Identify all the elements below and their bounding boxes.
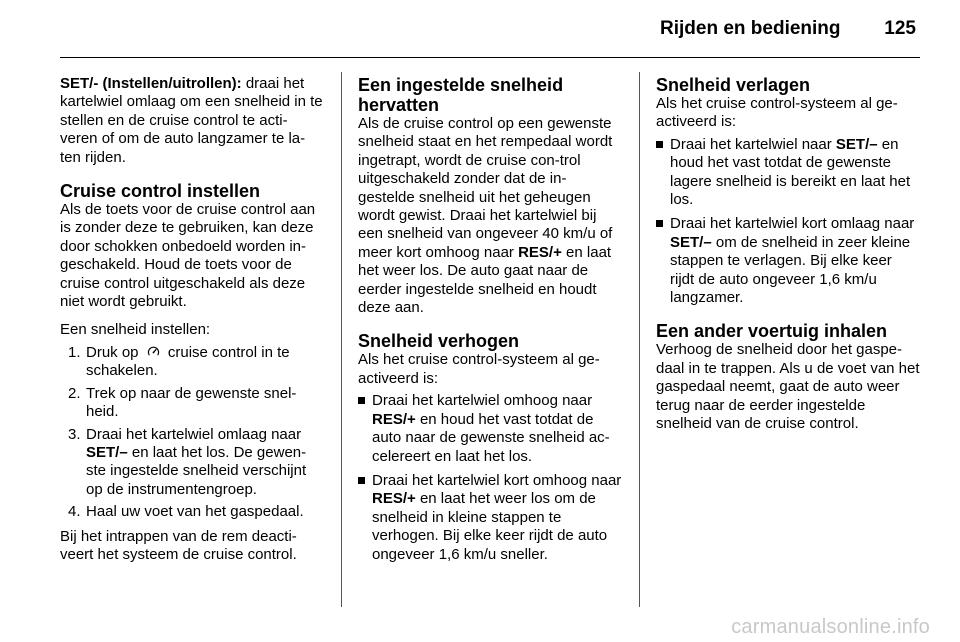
brake-deactivation-note: Bij het intrappen van de rem deacti-veert het systeem de cruise control. bbox=[60, 527, 297, 563]
increase-list bbox=[358, 392, 622, 564]
step-text-post: cruise control in te schakelen. bbox=[86, 343, 290, 380]
step-text: Trek op naar de gewenste snel-heid. bbox=[86, 384, 297, 421]
item-text-post: en laat het weer los om de snelheid in kleine stappen te verhogen. Bij elke keer rijdt de auto ongeveer 1,6 km/u sneller. bbox=[372, 490, 608, 563]
column-divider-2 bbox=[639, 72, 640, 607]
bullet-icon bbox=[358, 477, 365, 484]
step-number: 1. bbox=[68, 343, 81, 361]
step-text-pre: Druk op bbox=[86, 343, 139, 361]
step-text: Haal uw voet van het gaspedaal. bbox=[86, 503, 304, 521]
cruise-control-warning-paragraph: Als de toets voor de cruise control aan is zonder deze te gebruiken, kan deze door schokken onbedoeld worden in-geschakeld. Houd de toets voor de cruise control uitgeschakeld als deze niet wordt gebruikt. bbox=[60, 201, 316, 311]
steps-intro: Een snelheid instellen: bbox=[60, 321, 211, 339]
list-item bbox=[656, 215, 920, 307]
resume-text-2: en laat het weer los. De auto gaat naar de eerder ingestelde snelheid en houdt deze aan. bbox=[358, 243, 612, 317]
increase-intro: Als het cruise control-systeem al ge-activeerd is: bbox=[358, 351, 600, 387]
set-label: SET/- (Instellen/uitrollen): bbox=[60, 75, 242, 92]
decrease-intro: Als het cruise control-systeem al ge-activeerd is: bbox=[656, 95, 898, 131]
header-rule bbox=[60, 57, 920, 58]
overtake-heading: Een ander voertuig inhalen bbox=[656, 321, 888, 342]
bullet-icon bbox=[656, 220, 663, 227]
item-text-post: om de snelheid in zeer kleine stappen te verlagen. Bij elke keer rijdt de auto ongeveer 1,6 km/u langzamer. bbox=[670, 233, 911, 307]
overtake-paragraph: Verhoog de snelheid door het gaspe-daal in te trappen. Als u de voet van het gaspedaal neemt, gaat de auto weer terug naar de eerder ingestelde snelheid van de cruise control. bbox=[656, 341, 920, 433]
list-item bbox=[358, 392, 622, 466]
item-text-post: en houd het vast totdat de auto naar de gewenste snelheid ac-celereert en laat het los. bbox=[372, 410, 610, 465]
item-text-pre: Draai het kartelwiel kort omlaag naar bbox=[670, 215, 915, 233]
steps-list bbox=[60, 344, 324, 522]
item-control-label: RES/+ bbox=[372, 490, 416, 508]
step-number: 3. bbox=[68, 425, 81, 443]
list-item bbox=[656, 136, 920, 210]
list-item bbox=[358, 472, 622, 564]
item-control-label: SET/– bbox=[670, 233, 712, 251]
decrease-list bbox=[656, 136, 920, 308]
set-text: draai het kartelwiel omlaag om een snelheid in te stellen en de cruise control te acti-veren of om de auto langzamer te la-ten rijden. bbox=[60, 75, 323, 166]
item-text-pre: Draai het kartelwiel naar bbox=[670, 135, 832, 153]
step-number: 2. bbox=[68, 384, 81, 402]
cruise-control-set-heading: Cruise control instellen bbox=[60, 181, 261, 202]
column-divider-1 bbox=[341, 72, 342, 607]
step-number: 4. bbox=[68, 503, 81, 521]
bullet-icon bbox=[656, 141, 663, 148]
item-text-pre: Draai het kartelwiel omhoog naar bbox=[372, 392, 593, 410]
step-text-post: en laat het los. De gewen-ste ingestelde snelheid verschijnt op de instrumentengroep. bbox=[86, 443, 307, 498]
step-item bbox=[60, 503, 324, 521]
watermark: carmanualsonline.info bbox=[731, 616, 930, 638]
step-item bbox=[60, 344, 324, 381]
step-text-pre: Draai het kartelwiel omlaag naar bbox=[86, 425, 302, 443]
resume-speed-paragraph bbox=[358, 115, 622, 317]
item-control-label: RES/+ bbox=[372, 410, 416, 428]
column-right bbox=[656, 75, 920, 444]
step-item bbox=[60, 426, 324, 500]
set-description bbox=[60, 75, 324, 167]
column-left bbox=[60, 75, 324, 574]
step-item bbox=[60, 385, 324, 422]
resume-control-label: RES/+ bbox=[518, 243, 562, 261]
column-middle bbox=[358, 75, 622, 570]
page-header-title: Rijden en bediening bbox=[660, 18, 841, 39]
resume-text-1: Als de cruise control op een gewenste snelheid staat en het rempedaal wordt ingetrapt, wordt de cruise con-trol uitgeschakeld zonder dat de in-gestelde snelheid uit het geheugen wordt gewist. Draai het kartelwiel bij een snelheid van ongeveer 40 km/u of meer kort omhoog naar bbox=[358, 115, 613, 261]
decrease-speed-heading: Snelheid verlagen bbox=[656, 75, 811, 95]
page-number: 125 bbox=[884, 18, 916, 39]
step-control-label: SET/– bbox=[86, 443, 128, 461]
increase-speed-heading: Snelheid verhogen bbox=[358, 331, 520, 352]
item-text-post: en houd het vast totdat de gewenste lagere snelheid is bereikt en laat het los. bbox=[670, 135, 911, 209]
bullet-icon bbox=[358, 397, 365, 404]
item-control-label: SET/– bbox=[835, 135, 878, 153]
resume-speed-heading: Een ingestelde snelheid hervatten bbox=[358, 75, 564, 115]
cruise-control-icon bbox=[147, 345, 160, 358]
item-text-pre: Draai het kartelwiel kort omhoog naar bbox=[372, 471, 622, 489]
